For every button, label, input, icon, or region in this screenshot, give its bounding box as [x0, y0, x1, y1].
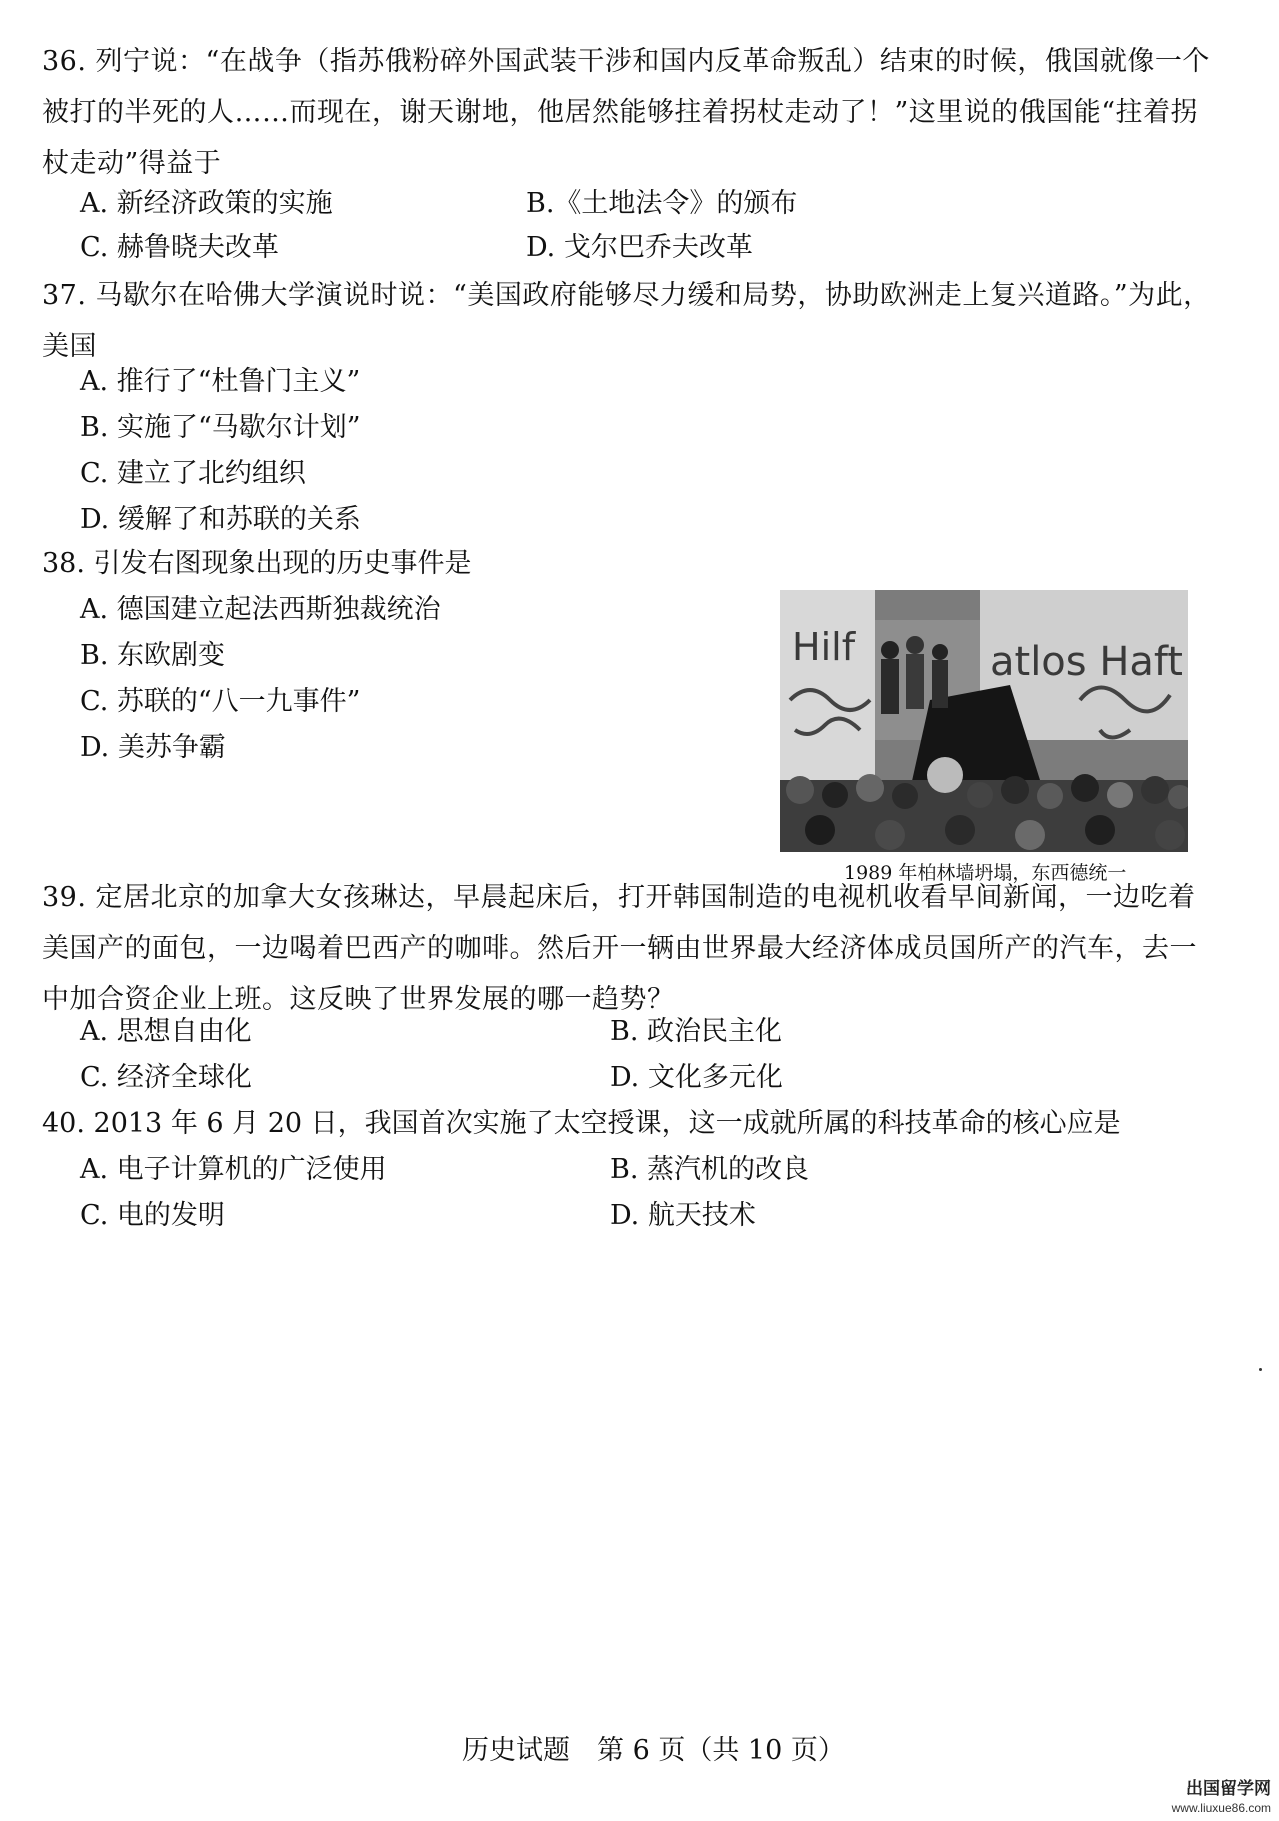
q39-option-c: C. 经济全球化 — [80, 1062, 252, 1093]
q37-option-a: A. 推行了“杜鲁门主义” — [80, 366, 361, 397]
question-39-stem: 39. 定居北京的加拿大女孩琳达，早晨起床后，打开韩国制造的电视机收看早间新闻，一边吃着美国产的面包，一边喝着巴西产的咖啡。然后开一辆由世界最大经济体成员国所产的汽车，去一中加合资企业上班。这反映了世界发展的哪一趋势？ — [42, 882, 1197, 1015]
page-footer: 历史试题 第 6 页（共 10 页） — [462, 1735, 845, 1766]
graffiti-left: Hilf — [792, 625, 856, 669]
question-39 — [42, 872, 1222, 1025]
question-37-stem: 37. 马歇尔在哈佛大学演说时说：“美国政府能够尽力缓和局势，协助欧洲走上复兴道路。”为此，美国 — [42, 280, 1211, 362]
q39-option-d: D. 文化多元化 — [610, 1062, 783, 1093]
q37-option-b: B. 实施了“马歇尔计划” — [80, 412, 361, 443]
berlin-wall-illustration — [780, 590, 1188, 852]
q40-option-a: A. 电子计算机的广泛使用 — [80, 1154, 387, 1185]
q39-option-b: B. 政治民主化 — [610, 1016, 783, 1047]
watermark-url: www.liuxue86.com — [1171, 1801, 1271, 1815]
question-38-stem: 38. 引发右图现象出现的历史事件是 — [42, 548, 472, 579]
scan-speck — [1259, 1368, 1262, 1371]
q38-option-b: B. 东欧剧变 — [80, 640, 226, 671]
q36-option-d: D. 戈尔巴乔夫改革 — [526, 232, 753, 263]
q37-option-c: C. 建立了北约组织 — [80, 458, 306, 489]
graffiti-right: atlos Haft — [990, 639, 1183, 685]
q38-option-a: A. 德国建立起法西斯独裁统治 — [80, 594, 441, 625]
q40-option-d: D. 航天技术 — [610, 1200, 756, 1231]
berlin-wall-photo — [780, 590, 1188, 852]
q36-option-a: A. 新经济政策的实施 — [80, 188, 333, 219]
q38-option-c: C. 苏联的“八一九事件” — [80, 686, 361, 717]
photo-caption: 1989 年柏林墙坍塌，东西德统一 — [844, 862, 1127, 884]
question-36 — [42, 36, 1222, 189]
q39-option-a: A. 思想自由化 — [80, 1016, 252, 1047]
q40-option-c: C. 电的发明 — [80, 1200, 225, 1231]
q36-option-b: B.《土地法令》的颁布 — [526, 188, 798, 219]
question-36-stem: 36. 列宁说：“在战争（指苏俄粉碎外国武装干涉和国内反革命叛乱）结束的时候，俄国就像一个被打的半死的人……而现在，谢天谢地，他居然能够拄着拐杖走动了！”这里说的俄国能“拄着拐杖走动”得益于 — [42, 46, 1210, 179]
q37-option-d: D. 缓解了和苏联的关系 — [80, 504, 361, 535]
watermark — [1172, 1774, 1271, 1817]
q36-option-c: C. 赫鲁晓夫改革 — [80, 232, 279, 263]
q38-option-d: D. 美苏争霸 — [80, 732, 226, 763]
question-40-stem: 40. 2013 年 6 月 20 日，我国首次实施了太空授课，这一成就所属的科技革命的核心应是 — [42, 1108, 1121, 1139]
q40-option-b: B. 蒸汽机的改良 — [610, 1154, 810, 1185]
watermark-name: 出国留学网 — [1186, 1779, 1271, 1798]
